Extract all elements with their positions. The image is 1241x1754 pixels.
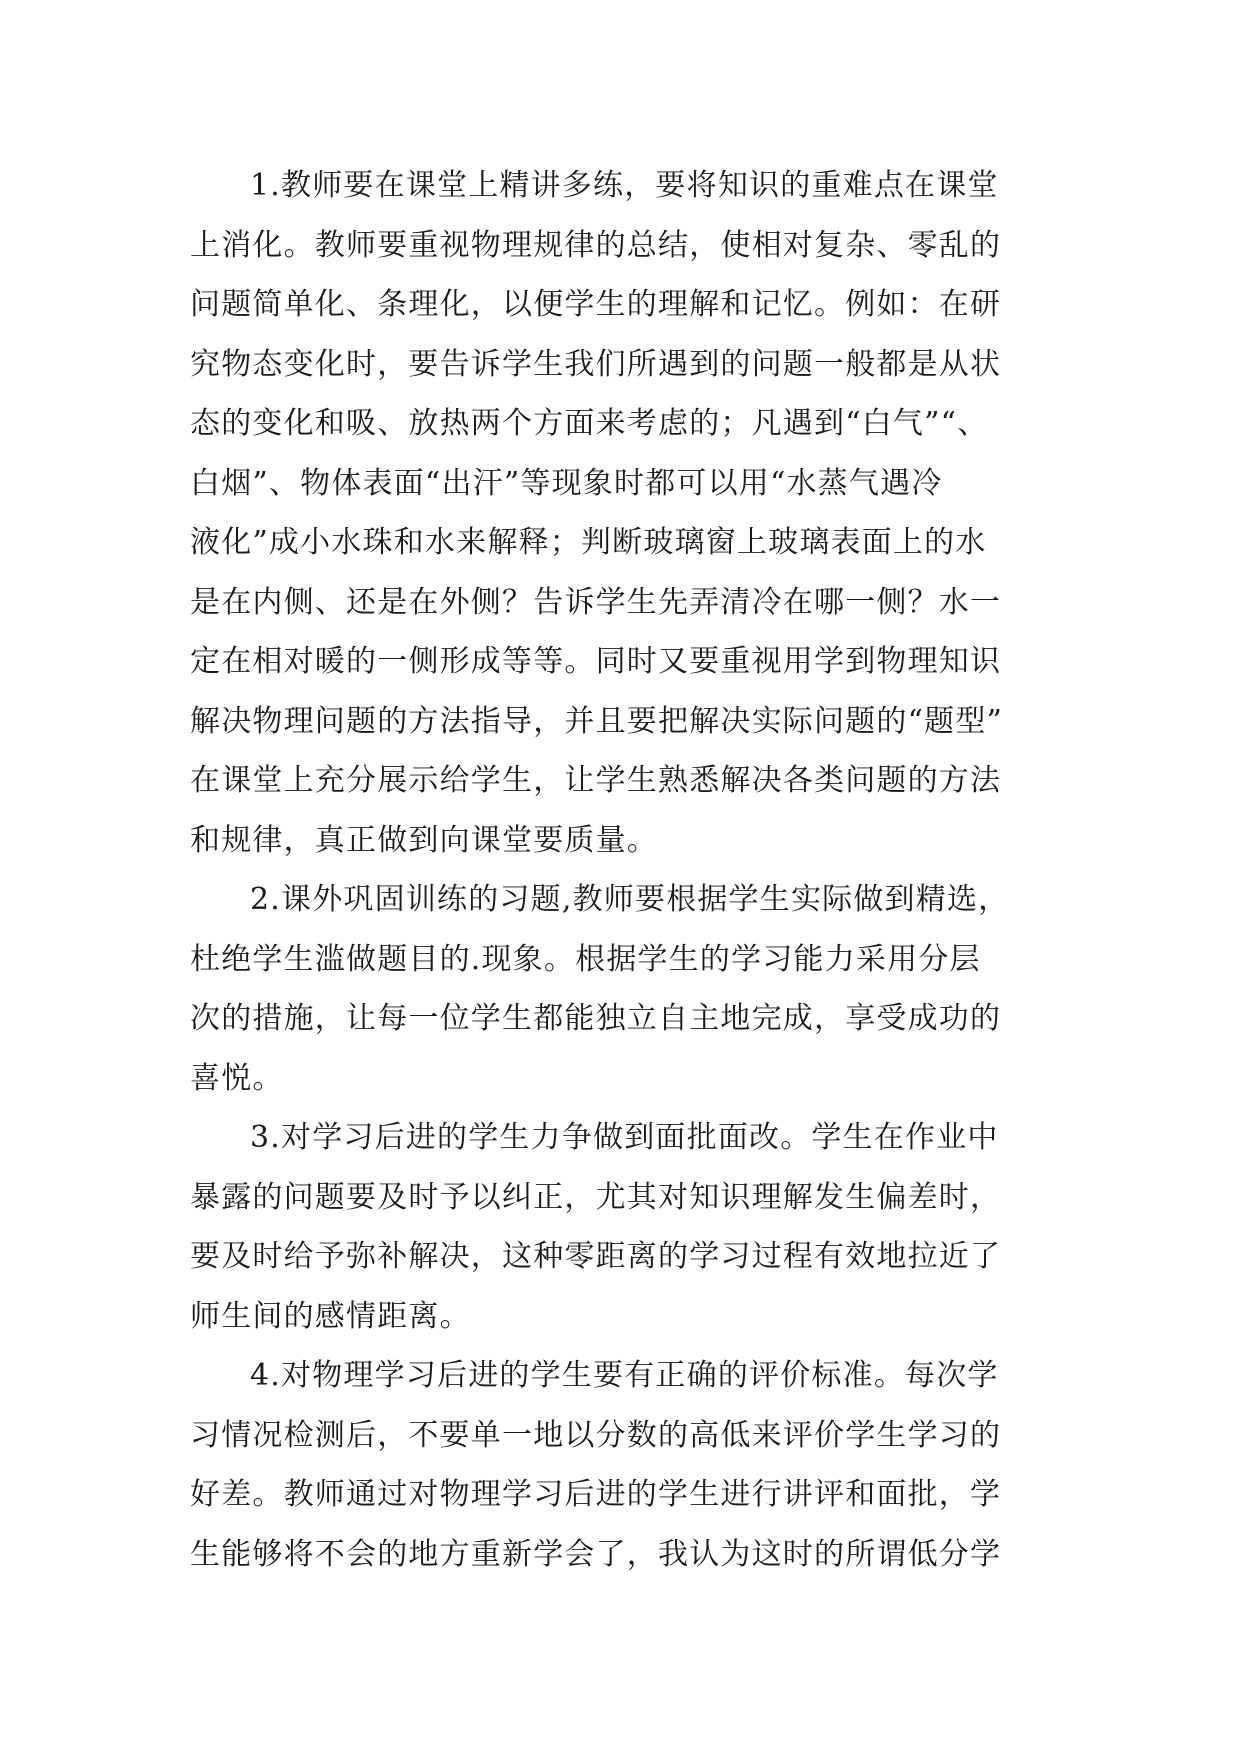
text-line: 1.教师要在课堂上精讲多练，要将知识的重难点在课堂	[250, 168, 999, 203]
text-line: 4.对物理学习后进的学生要有正确的评价标准。每次学	[250, 1358, 999, 1393]
text-line: 问题简单化、条理化，以便学生的理解和记忆。例如：在研	[190, 287, 1002, 322]
paragraph-2	[190, 870, 1060, 1108]
text-line: 定在相对暖的一侧形成等等。同时又要重视用学到物理知识	[190, 644, 1002, 679]
text-line: 解决物理问题的方法指导，并且要把解决实际问题的“题型”	[190, 703, 1004, 739]
text-line: 生能够将不会的地方重新学会了，我认为这时的所谓低分学	[190, 1536, 1002, 1572]
paragraph-3	[190, 1108, 1060, 1346]
text-line: 要及时给予弥补解决，这种零距离的学习过程有效地拉近了	[190, 1239, 1002, 1274]
text-line: 白烟”、物体表面“出汗”等现象时都可以用“水蒸气遇冷	[190, 465, 943, 501]
text-line: 液化”成小水珠和水来解释；判断玻璃窗上玻璃表面上的水	[190, 525, 987, 560]
text-line: 次的措施，让每一位学生都能独立自主地完成，享受成功的	[190, 1001, 1002, 1036]
text-line: 究物态变化时，要告诉学生我们所遇到的问题一般都是从状	[190, 346, 1002, 382]
text-line: 暴露的问题要及时予以纠正，尤其对知识理解发生偏差时，	[190, 1179, 1002, 1215]
text-line: 喜悦。	[190, 1060, 284, 1096]
text-line: 好差。教师通过对物理学习后进的学生进行讲评和面批，学	[190, 1477, 1002, 1512]
text-line: 2.课外巩固训练的习题,教师要根据学生实际做到精选，	[250, 882, 1010, 917]
text-line: 态的变化和吸、放热两个方面来考虑的；凡遇到“白气”“、	[190, 406, 989, 441]
text-line: 是在内侧、还是在外侧？告诉学生先弄清冷在哪一侧？水一	[190, 584, 1002, 620]
paragraph-4	[190, 1346, 1060, 1584]
text-line: 上消化。教师要重视物理规律的总结，使相对复杂、零乱的	[190, 227, 1002, 263]
text-line: 习情况检测后，不要单一地以分数的高低来评价学生学习的	[190, 1417, 1002, 1453]
text-line: 杜绝学生滥做题目的.现象。根据学生的学习能力采用分层	[190, 941, 981, 977]
text-line: 3.对学习后进的学生力争做到面批面改。学生在作业中	[250, 1120, 999, 1155]
document-body	[190, 156, 1060, 1584]
text-line: 在课堂上充分展示给学生，让学生熟悉解决各类问题的方法	[190, 763, 1002, 798]
text-line: 师生间的感情距离。	[190, 1298, 471, 1334]
paragraph-1	[190, 156, 1060, 870]
text-line: 和规律，真正做到向课堂要质量。	[190, 822, 658, 858]
